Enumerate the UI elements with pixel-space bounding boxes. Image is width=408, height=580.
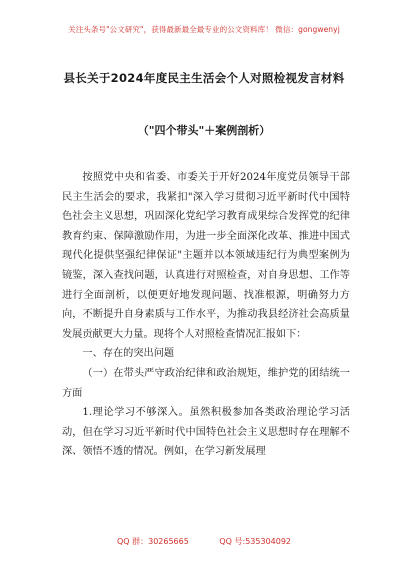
- footer-qq-group: QQ 群：30265665: [116, 537, 189, 546]
- point-paragraph: 1.理论学习不够深入。虽然积极参加各类政治理论学习活动，但在学习习近平新时代中国特色社会主义思想时存在理解不深、领悟不透的情况。例如，在学习新发展理: [62, 407, 350, 458]
- footer-contact: [0, 536, 408, 547]
- footer-qq-number: QQ 号:535304092: [219, 537, 292, 546]
- header-note: 关注头条号"公文研究"，获得最新最全最专业的公文资料库！ 微信：gongwenyj: [68, 25, 340, 34]
- document-body: [62, 168, 350, 462]
- intro-paragraph: 按照党中央和省委、市委关于开好2024年度党员领导干部民主生活会的要求，我紧扣"深入学习贯彻习近平新时代中国特色社会主义思想，巩固深化党纪学习教育成果综合发挥党的纪律教育约束、保障激励作用，为进一步全面深化改革、推进中国式现代化提供坚强纪律保证"主题并以本领域违纪行为典型案例为镜鉴，深入查找问题，认真进行对照检查，对自身思想、工作等进行全面剖析，以便更好地发现问题、找准根源，明确努力方向，不断提升自身素质与工作水平，为推动我县经济社会高质量发展贡献更大力量。现将个人对照检查情况汇报如下：: [62, 172, 350, 340]
- document-title: 县长关于2024年度民主生活会个人对照检视发言材料: [63, 71, 345, 85]
- section-heading: 一、存在的突出问题: [82, 348, 175, 360]
- subsection-heading: （一）在带头严守政治纪律和政治规矩，维护党的团结统一方面: [62, 367, 350, 399]
- document-subtitle: （"四个带头"＋案例剖析）: [137, 124, 271, 137]
